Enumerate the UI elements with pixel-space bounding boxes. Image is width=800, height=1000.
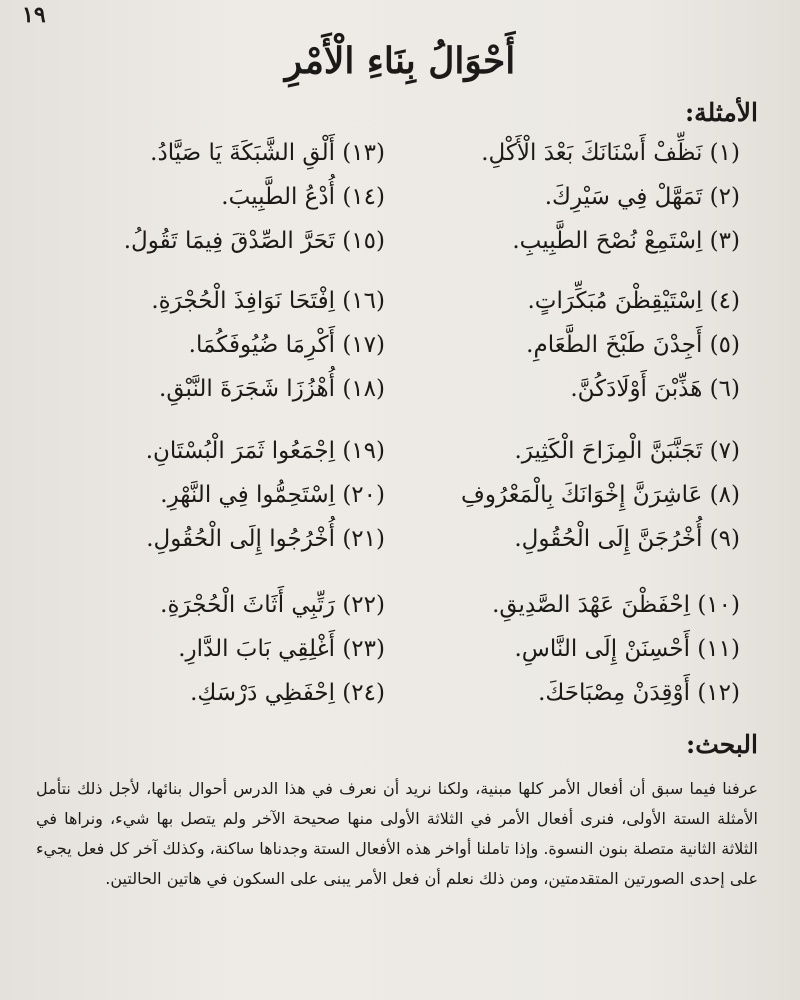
example-item: (٢٣) أَغْلِقِي بَابَ الدَّارِ. [178,636,385,662]
example-item: (١١) أَحْسِنَنْ إِلَى النَّاسِ. [514,636,740,662]
example-item: (١٠) اِحْفَظْنَ عَهْدَ الصَّدِيقِ. [492,592,740,618]
example-item: (٤) اِسْتَيْقِظْنَ مُبَكِّرَاتٍ. [527,288,740,314]
example-row [40,376,740,416]
example-item: (٥) أَجِدْنَ طَبْخَ الطَّعَامِ. [526,332,740,358]
example-row [40,140,740,180]
example-item: (٨) عَاشِرَنَّ إِخْوَانَكَ بِالْمَعْرُوفِ [461,482,740,508]
example-item: (١٣) أَلْقِ الشَّبَكَةَ يَا صَيَّادُ. [150,140,385,166]
example-row [40,184,740,224]
example-item: (٦) هَذِّبْنَ أَوْلَادَكُنَّ. [570,376,740,402]
example-row [40,680,740,720]
example-item: (٣) اِسْتَمِعْ نُصْحَ الطَّبِيبِ. [512,228,740,254]
research-heading: البحث: [685,730,758,759]
lesson-title: أَحْوَالُ بِنَاءِ الْأَمْرِ [284,40,516,82]
example-item: (٩) أُخْرُجَنَّ إِلَى الْحُقُولِ. [514,526,740,552]
example-item: (١٥) تَحَرَّ الصِّدْقَ فِيمَا تَقُولُ. [123,228,385,254]
example-item: (٢٢) رَتِّبِي أَثَاثَ الْحُجْرَةِ. [160,592,385,618]
example-row [40,228,740,268]
example-row [40,438,740,478]
example-item: (٧) تَجَنَّبَنَّ الْمِزَاحَ الْكَثِيرَ. [514,438,740,464]
example-row [40,482,740,522]
example-row [40,288,740,328]
example-row [40,592,740,632]
example-item: (٢٠) اِسْتَحِمُّوا فِي النَّهْرِ. [160,482,385,508]
example-item: (٢٤) اِحْفَظِي دَرْسَكِ. [190,680,385,706]
example-item: (١) نَظِّفْ أَسْنَانَكَ بَعْدَ الْأَكْلِ. [481,140,740,166]
example-item: (١٦) اِفْتَحَا نَوَافِذَ الْحُجْرَةِ. [151,288,385,314]
example-item: (١٧) أَكْرِمَا ضُيُوفَكُمَا. [188,332,385,358]
example-item: (٢١) أُخْرُجُوا إِلَى الْحُقُولِ. [146,526,385,552]
examples-heading: الأمثلة: [684,98,758,127]
example-row [40,526,740,566]
research-paragraph: عرفنا فيما سبق أن أفعال الأمر كلها مبنية، ولكنا نريد أن نعرف في هذا الدرس أحوال بنائها، لأجل ذلك نتأمل الأمثلة الستة الأولى، فنرى أفعال الأمر في الثلاثة الأولى منها صحيحة الآخر ولم يتصل بها شيء، ونراها في الثلاثة الثانية متصلة بنون النسوة. وإذا تاملنا أواخر هذه الأفعال الستة وجدناها ساكنة، وكذلك آخر كل فعل يجيء على إحدى الصورتين المتقدمتين، ومن ذلك نعلم أن فعل الأمر يبنى على السكون في هاتين الحالتين. [36,779,758,888]
page-number: ١٩ [22,2,46,28]
example-item: (١٩) اِجْمَعُوا ثَمَرَ الْبُسْتَانِ. [145,438,385,464]
example-item: (١٢) أَوْقِدَنْ مِصْبَاحَكَ. [538,680,740,706]
example-item: (٢) تَمَهَّلْ فِي سَيْرِكَ. [544,184,740,210]
example-row [40,636,740,676]
example-item: (١٨) أُهْزُزَا شَجَرَةَ النَّبْقِ. [159,376,385,402]
example-item: (١٤) أُدْعُ الطَّبِيبَ. [221,184,385,210]
example-row [40,332,740,372]
